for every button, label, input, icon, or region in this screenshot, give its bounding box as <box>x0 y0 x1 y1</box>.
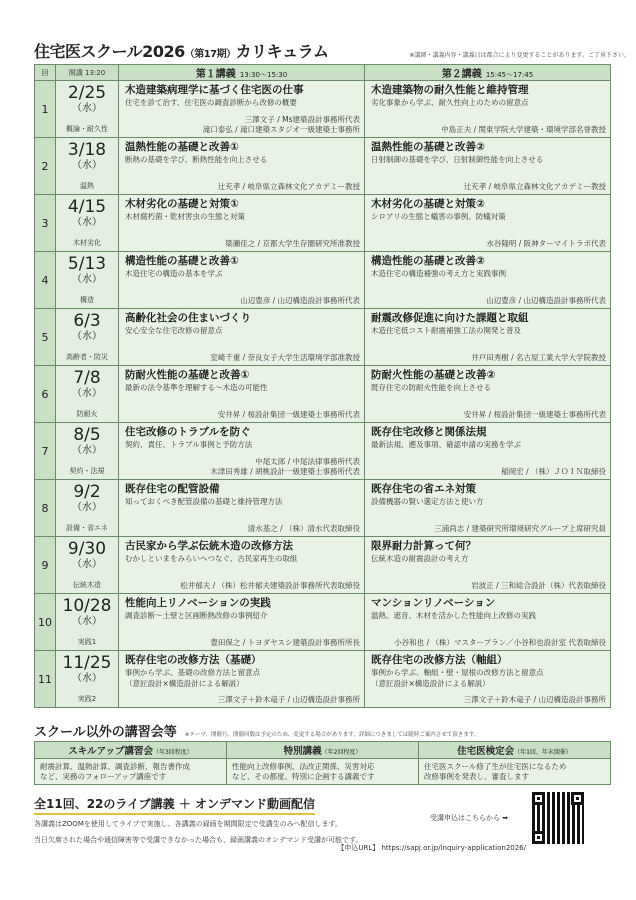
lecture-desc: 設備機器の賢い選定方法と使い方 <box>371 497 484 506</box>
table-row <box>35 81 611 138</box>
lecture-title: 既存住宅の省エネ対策 <box>371 483 476 495</box>
lecture-desc: 劣化事象から学ぶ、耐久性向上のための留意点 <box>371 98 529 107</box>
lecture2-cell <box>365 651 611 708</box>
lecture-title: 高齢化社会の住まいづくり <box>125 312 251 324</box>
session-date: 2/25 <box>67 83 107 103</box>
curriculum-table <box>34 64 611 708</box>
session-date-cell <box>56 651 119 708</box>
live-lecture-desc: 各講義はZOOMを使用してライブで実施し、各講義の録画を期間限定で受講生のみへ配信します。 当日欠席された場合や通信障害等で受講できなかった場合も、録画講義のオンデマンド受講が可能です。 <box>34 820 363 844</box>
lecture-speakers: 辻充孝 / 岐阜県立森林文化アカデミー教授 <box>463 182 606 191</box>
lecture-desc: 伝統木造の耐震設計の考え方 <box>371 554 469 563</box>
session-date: 3/18 <box>67 140 107 160</box>
table-row <box>35 138 611 195</box>
lecture-speakers: 水谷隆明 / 阪神ターマイトラボ代表 <box>486 239 606 248</box>
lecture-desc: 木造住宅の構造の基本を学ぶ <box>125 269 223 278</box>
lecture-speakers: 三浦尚志 / 建築研究所環境研究グループ上席研究員 <box>434 524 606 533</box>
lecture2-cell <box>365 480 611 537</box>
page-title: 住宅医スクール2026（第17期）カリキュラム <box>34 42 329 61</box>
session-date: 10/28 <box>62 596 112 616</box>
lecture-title: 限界耐力計算って何？ <box>371 540 476 552</box>
lecture-title: 構造性能の基礎と改善① <box>125 255 239 267</box>
session-weekday: （水） <box>72 616 102 627</box>
exam-header: 住宅医検定会（年1回、年末開催） <box>419 742 611 759</box>
lecture-title: 木造建築病理学に基づく住宅医の仕事 <box>125 84 304 96</box>
table-row <box>35 309 611 366</box>
session-weekday: （水） <box>72 445 102 456</box>
session-weekday: （水） <box>72 388 102 399</box>
lecture1-cell <box>119 423 365 480</box>
lecture-speakers: 安井昇 / 桜設計集団一級建築士事務所代表 <box>217 410 360 419</box>
session-number: 5 <box>35 309 56 366</box>
skillup-desc: 耐震計算、温熱計算、調査診断、報告書作成 など、実務のフォローアップ講座です <box>35 759 227 785</box>
lecture-title: 温熱性能の基礎と改善① <box>125 141 239 153</box>
session-topic: 実践1 <box>77 638 97 646</box>
lecture-speakers: 稲岡宏 / （株）ＪＯＩＮ取締役 <box>501 467 606 476</box>
session-weekday: （水） <box>72 274 102 285</box>
apply-url[interactable]: 【申込URL】 https://sapj.or.jp/inquiry-application2026/ <box>337 844 526 852</box>
lecture-title: 既存住宅の改修方法（基礎） <box>125 654 262 666</box>
lecture-title: 温熱性能の基礎と改善② <box>371 141 485 153</box>
session-weekday: （水） <box>72 331 102 342</box>
session-topic: 高齢者・防災 <box>66 353 108 361</box>
session-topic: 実践2 <box>77 695 97 703</box>
session-topic: 設備・省エネ <box>66 524 108 532</box>
lecture-title: 木材劣化の基礎と対策① <box>125 198 239 210</box>
session-topic: 伝統木造 <box>73 581 101 589</box>
session-number: 3 <box>35 195 56 252</box>
lecture-desc: 知っておくべき配管設備の基礎と維持管理方法 <box>125 497 283 506</box>
lecture2-cell <box>365 195 611 252</box>
session-number: 4 <box>35 252 56 309</box>
lecture-desc: むかしといまをみらいへつなぐ、古民家再生の取組 <box>125 554 298 563</box>
lecture-desc: 最新法規、遡及事項、確認申請の実務を学ぶ <box>371 440 521 449</box>
session-topic: 温熱 <box>80 182 94 190</box>
other-section-note: ※テーマ、開催月、開催回数は予定のため、変更する場合があります。詳細につきましては随時ご案内させて頂きます。 <box>184 732 480 738</box>
session-topic: 防耐火 <box>76 410 98 418</box>
lecture-speakers: 中尾太郎 / 中尾法律事務所代表 木津田秀雄 / 胡桃設計一級建築士事務所代表 <box>210 457 360 476</box>
session-number: 7 <box>35 423 56 480</box>
lecture-title: 性能向上リノベーションの実践 <box>125 597 271 609</box>
session-number: 6 <box>35 366 56 423</box>
table-row <box>35 651 611 708</box>
lecture1-cell <box>119 480 365 537</box>
session-date: 7/8 <box>73 368 101 388</box>
session-date-cell <box>56 195 119 252</box>
table-header <box>35 65 611 81</box>
table-row <box>35 195 611 252</box>
lecture-title: 防耐火性能の基礎と改善② <box>371 369 496 381</box>
col-lecture1: 第１講義 13:30〜15:30 <box>119 65 365 81</box>
session-date-cell <box>56 366 119 423</box>
lecture-title: マンションリノベーション <box>371 597 496 609</box>
lecture2-cell <box>365 81 611 138</box>
session-date-cell <box>56 480 119 537</box>
session-date-cell <box>56 138 119 195</box>
lecture-speakers: 室崎千重 / 奈良女子大学生活環境学部准教授 <box>210 353 360 362</box>
lecture-speakers: 松井郁夫 / （株）松井郁夫建築設計事務所代表取締役 <box>180 581 360 590</box>
session-date: 11/25 <box>62 653 112 673</box>
table-row <box>35 423 611 480</box>
lecture1-cell <box>119 138 365 195</box>
lecture-speakers: 三澤文子＋鈴木竜子 / 山辺構造設計事務所 <box>217 695 360 704</box>
lecture-desc: 温熱、遮音、木材を活かした性能向上改修の実践 <box>371 611 536 620</box>
lecture1-cell <box>119 366 365 423</box>
session-date: 9/30 <box>67 539 107 559</box>
lecture-desc: 安心安全な住宅改修の留意点 <box>125 326 223 335</box>
table-row <box>35 480 611 537</box>
lecture-desc: シロアリの生態と蟻害の事例、防蟻対策 <box>371 212 506 221</box>
lecture-desc: 契約、責任、トラブル事例と予防方法 <box>125 440 253 449</box>
session-number: 8 <box>35 480 56 537</box>
session-topic: 概論・耐久性 <box>66 125 108 133</box>
lecture-speakers: 三澤文子＋鈴木竜子 / 山辺構造設計事務所 <box>463 695 606 704</box>
lecture-title: 耐震改修促進に向けた課題と取組 <box>371 312 529 324</box>
lecture-desc: 木造住宅低コスト耐震補強工法の開発と普及 <box>371 326 521 335</box>
lecture-title: 木材劣化の基礎と対策② <box>371 198 485 210</box>
col-number: 回 <box>35 65 56 81</box>
lecture-desc: 断熱の基礎を学び、断熱性能を向上させる <box>125 155 268 164</box>
session-topic: 構造 <box>80 296 94 304</box>
session-weekday: （水） <box>72 559 102 570</box>
lecture-speakers: 辻充孝 / 岐阜県立森林文化アカデミー教授 <box>217 182 360 191</box>
lecture-title: 防耐火性能の基礎と改善① <box>125 369 250 381</box>
session-number: 10 <box>35 594 56 651</box>
lecture1-cell <box>119 537 365 594</box>
session-date: 8/5 <box>73 425 101 445</box>
change-notice: ※講師・講義内容・講義日は都合により変更することがあります。ご了承下さい。 <box>409 52 630 59</box>
lecture2-cell <box>365 423 611 480</box>
session-number: 1 <box>35 81 56 138</box>
table-row <box>35 252 611 309</box>
lecture-title: 既存住宅改修と関係法規 <box>371 426 487 438</box>
lecture-speakers: 中島正夫 / 関東学院大学建築・環境学部名誉教授 <box>441 125 606 134</box>
session-weekday: （水） <box>72 673 102 684</box>
lecture1-cell <box>119 81 365 138</box>
lecture1-cell <box>119 195 365 252</box>
session-topic: 木材劣化 <box>73 239 101 247</box>
session-date-cell <box>56 537 119 594</box>
other-section-title: スクール以外の講習会等 <box>34 725 177 740</box>
special-header: 特別講義（年2回程度） <box>227 742 419 759</box>
lecture-desc: 木造住宅の構造補強の考え方と実践事例 <box>371 269 506 278</box>
skillup-header: スキルアップ講習会（年3回程度） <box>35 742 227 759</box>
lecture-title: 構造性能の基礎と改善② <box>371 255 485 267</box>
session-date-cell <box>56 423 119 480</box>
session-date: 9/2 <box>73 482 101 502</box>
lecture-speakers: 小谷和也 / （株）マスタープラン／小谷和也設計室 代表取締役 <box>394 638 606 647</box>
lecture-speakers: 山辺豊彦 / 山辺構造設計事務所代表 <box>240 296 360 305</box>
lecture-speakers: 三澤文子 / Ms建築設計事務所代表 滝口泰弘 / 滝口建築スタジオ一級建築士事務所 <box>202 115 360 134</box>
lecture-desc: 最新の法令基準を理解する〜木造の可能性 <box>125 383 268 392</box>
lecture-speakers: 井戸田秀樹 / 名古屋工業大学大学院教授 <box>471 353 606 362</box>
lecture-title: 木造建築物の耐久性能と維持管理 <box>371 84 529 96</box>
col-lecture2: 第２講義 15:45〜17:45 <box>365 65 611 81</box>
qr-code-icon[interactable] <box>532 792 584 844</box>
lecture2-cell <box>365 138 611 195</box>
col-open-time: 開講 13:20 <box>56 65 119 81</box>
session-weekday: （水） <box>72 160 102 171</box>
exam-desc: 住宅医スクール修了生が住宅医になるため 改修事例を発表し、審査します <box>419 759 611 785</box>
lecture-desc: 木材腐朽菌・乾材害虫の生態と対策 <box>125 212 245 221</box>
lecture-desc: 既存住宅の防耐火性能を向上させる <box>371 383 491 392</box>
apply-label: 受講申込はこちらから ➡ <box>430 814 509 822</box>
lecture-desc: 日射制御の基礎を学び、日射制御性能を向上させる <box>371 155 544 164</box>
session-date-cell <box>56 252 119 309</box>
lecture-desc: 事例から学ぶ、基礎の改修方法と留意点 <box>125 668 261 677</box>
lecture-title: 古民家から学ぶ伝統木造の改修方法 <box>125 540 293 552</box>
lecture1-cell <box>119 651 365 708</box>
session-date: 6/3 <box>73 311 101 331</box>
session-date-cell <box>56 309 119 366</box>
special-desc: 性能向上改修事例、法改正関係、災害対応 など、その都度、特別に企画する講義です <box>227 759 419 785</box>
lecture-desc: 事例から学ぶ、軸組・壁・屋根の改修方法と留意点 <box>371 668 544 677</box>
session-number: 2 <box>35 138 56 195</box>
lecture-speakers: 山辺豊彦 / 山辺構造設計事務所代表 <box>486 296 606 305</box>
lecture2-cell <box>365 594 611 651</box>
session-date-cell <box>56 594 119 651</box>
lecture1-cell <box>119 252 365 309</box>
lecture-title: 既存住宅の配管設備 <box>125 483 220 495</box>
lecture-desc: 調査診断〜土壁と区画断熱改修の事例紹介 <box>125 611 268 620</box>
lecture-desc: 住宅を診て治す、住宅医の調査診断から改修の概要 <box>125 98 297 107</box>
table-row <box>35 537 611 594</box>
lecture2-cell <box>365 309 611 366</box>
lecture-title: 既存住宅の改修方法（軸組） <box>371 654 508 666</box>
lecture-desc: （意匠設計×構造設計による解説） <box>371 679 490 688</box>
session-topic: 契約・法規 <box>69 467 105 475</box>
session-weekday: （水） <box>72 502 102 513</box>
lecture-speakers: 清水基之 / （株）清水代表取締役 <box>247 524 360 533</box>
lecture1-cell <box>119 309 365 366</box>
other-section-header <box>34 720 614 740</box>
lecture-desc: （意匠設計×構造設計による解説） <box>125 679 244 688</box>
session-number: 9 <box>35 537 56 594</box>
lecture-title: 住宅改修のトラブルを防ぐ <box>125 426 251 438</box>
lecture-speakers: 安井昇 / 桜設計集団一級建築士事務所代表 <box>463 410 606 419</box>
session-weekday: （水） <box>72 103 102 114</box>
session-number: 11 <box>35 651 56 708</box>
live-lecture-title: 全11回、22のライブ講義 ＋ オンデマンド動画配信 <box>34 795 315 815</box>
lecture1-cell <box>119 594 365 651</box>
lecture2-cell <box>365 537 611 594</box>
lecture-speakers: 簗瀬佳之 / 京都大学生存圏研究所准教授 <box>225 239 360 248</box>
lecture2-cell <box>365 366 611 423</box>
lecture-speakers: 豊田保之 / トヨダヤスシ建築設計事務所所長 <box>210 638 360 647</box>
table-row <box>35 366 611 423</box>
header <box>34 38 630 62</box>
session-date-cell <box>56 81 119 138</box>
table-row <box>35 594 611 651</box>
other-courses-table <box>34 741 611 785</box>
session-date: 5/13 <box>67 254 107 274</box>
session-date: 4/15 <box>67 197 107 217</box>
session-weekday: （水） <box>72 217 102 228</box>
lecture-speakers: 岩波正 / 三和総合設計（株）代表取締役 <box>471 581 606 590</box>
lecture2-cell <box>365 252 611 309</box>
